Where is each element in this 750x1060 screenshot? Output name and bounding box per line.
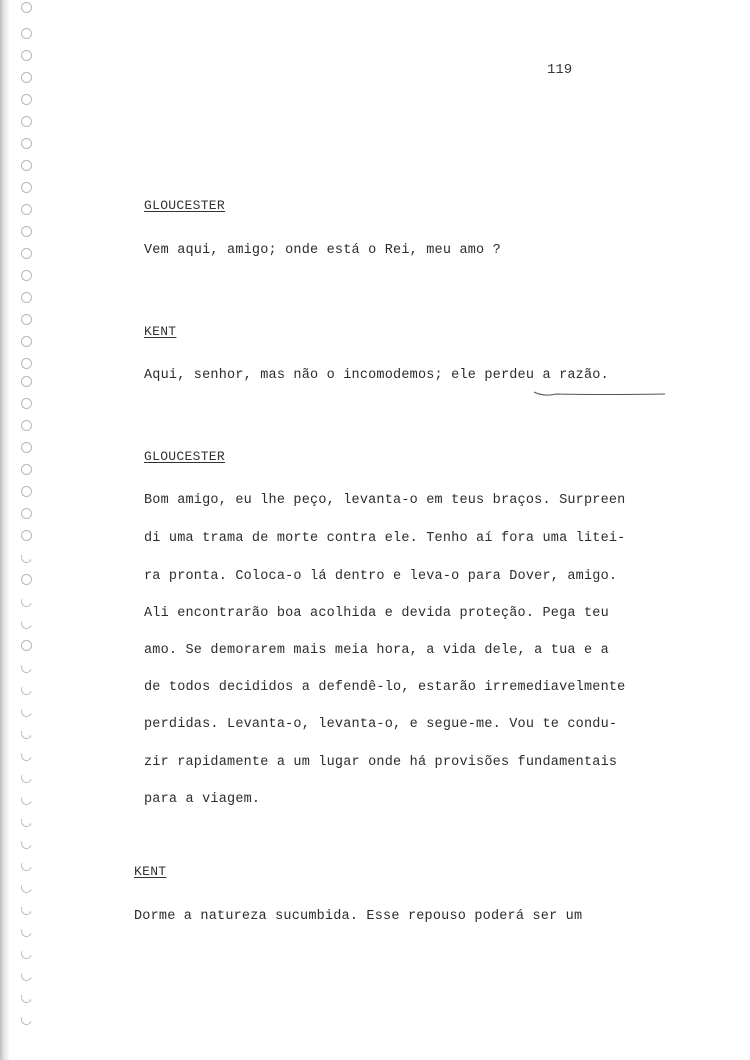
- binder-hole: [21, 248, 32, 259]
- binder-hole: [21, 420, 32, 431]
- binder-hole: [21, 2, 32, 13]
- binder-hole: [19, 990, 33, 1004]
- binder-hole: [19, 902, 33, 916]
- binder-hole: [21, 530, 32, 541]
- binder-hole: [21, 72, 32, 83]
- binder-hole: [21, 464, 32, 475]
- binder-hole: [21, 574, 32, 585]
- binder-hole: [21, 50, 32, 61]
- binder-hole: [19, 704, 33, 718]
- binder-hole: [19, 814, 33, 828]
- binder-hole: [19, 836, 33, 850]
- binder-hole: [19, 748, 33, 762]
- speaker-name: GLOUCESTER: [144, 198, 226, 213]
- binder-hole: [21, 640, 32, 651]
- binder-hole: [21, 486, 32, 497]
- dialogue-line: zir rapidamente a um lugar onde há provisões fundamentais: [144, 755, 618, 770]
- binder-hole: [19, 770, 33, 784]
- binder-hole: [19, 1012, 33, 1026]
- binder-hole: [19, 682, 33, 696]
- binder-hole: [21, 182, 32, 193]
- speaker-name: GLOUCESTER: [144, 449, 226, 464]
- speaker-name: KENT: [134, 864, 167, 879]
- binder-hole: [21, 314, 32, 325]
- binder-holes: [0, 0, 40, 1060]
- speaker-name: KENT: [144, 324, 177, 339]
- binder-hole: [21, 270, 32, 281]
- binder-hole: [19, 616, 33, 630]
- binder-hole: [19, 550, 33, 564]
- binder-hole: [21, 398, 32, 409]
- binder-hole: [21, 508, 32, 519]
- binder-hole: [21, 160, 32, 171]
- dialogue-line: Aqui, senhor, mas não o incomodemos; ele perdeu a razão.: [144, 368, 609, 383]
- binder-hole: [19, 594, 33, 608]
- binder-hole: [21, 376, 32, 387]
- binder-hole: [21, 358, 32, 369]
- dialogue-line: amo. Se demorarem mais meia hora, a vida dele, a tua e a: [144, 643, 609, 658]
- binder-hole: [19, 858, 33, 872]
- dialogue-line: para a viagem.: [144, 792, 261, 807]
- dialogue-line: di uma trama de morte contra ele. Tenho aí fora uma litei-: [144, 531, 626, 546]
- binder-hole: [21, 226, 32, 237]
- dialogue-line: Bom amigo, eu lhe peço, levanta-o em teus braços. Surpreen: [144, 493, 626, 508]
- pen-underline-mark: [532, 388, 667, 400]
- page-number: 119: [547, 62, 573, 78]
- binder-hole: [19, 924, 33, 938]
- binder-hole: [21, 116, 32, 127]
- binder-hole: [21, 94, 32, 105]
- binder-hole: [21, 292, 32, 303]
- binder-hole: [21, 442, 32, 453]
- binder-hole: [21, 204, 32, 215]
- binder-hole: [21, 336, 32, 347]
- binder-hole: [19, 946, 33, 960]
- dialogue-line: Vem aqui, amigo; onde está o Rei, meu amo ?: [144, 243, 501, 258]
- dialogue-line: de todos decididos a defendê-lo, estarão irremediavelmente: [144, 680, 626, 695]
- dialogue-line: Ali encontrarão boa acolhida e devida proteção. Pega teu: [144, 606, 609, 621]
- binder-hole: [19, 726, 33, 740]
- binder-hole: [19, 660, 33, 674]
- binder-hole: [19, 880, 33, 894]
- binder-hole: [21, 28, 32, 39]
- dialogue-line: ra pronta. Coloca-o lá dentro e leva-o para Dover, amigo.: [144, 569, 618, 584]
- binder-hole: [19, 968, 33, 982]
- dialogue-line: Dorme a natureza sucumbida. Esse repouso poderá ser um: [134, 909, 583, 924]
- binder-hole: [19, 792, 33, 806]
- binder-hole: [21, 138, 32, 149]
- dialogue-line: perdidas. Levanta-o, levanta-o, e segue-me. Vou te condu-: [144, 717, 618, 732]
